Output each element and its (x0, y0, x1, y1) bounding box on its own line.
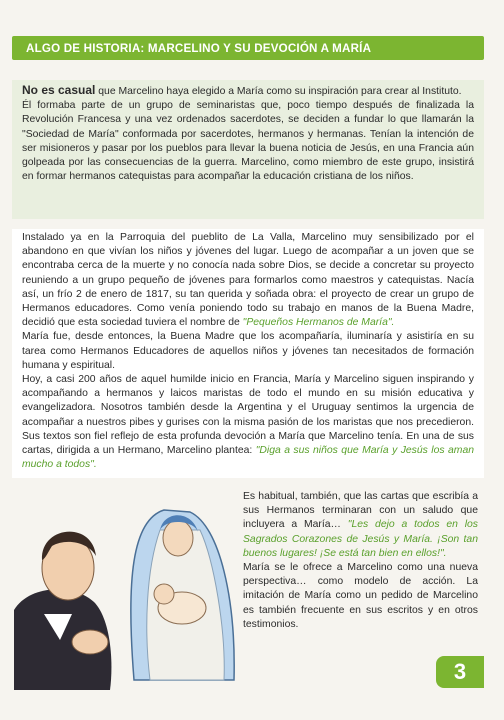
body-paragraph-1-quote: "Pequeños Hermanos de María". (242, 317, 395, 329)
body-paragraph-3-text: Hoy, a casi 200 años de aquel humilde inicio en Francia, María y Marcelino siguen inspirando y acompañando a hermanos y laicos maristas de todo el mundo en su misión educativa y evangelizadora. Nosotros también desde la Argentina y el Uruguay sentimos la urgencia de acompañar a nuestros pibes y gurises con la misma pasión de los maristas que nos precedieron. Sus textos son fiel reflejo de esta profunda devoción a María que Marcelino tenía. En una de sus cartas, dirigida a un Hermano, Marcelino plantea: (22, 374, 474, 457)
body-paragraph-1 (22, 231, 474, 330)
body-paragraph-2: María fue, desde entonces, la Buena Madre que los acompañaría, iluminaría y asistiría en su tarea como Hermanos Educadores de aquellos niños y jóvenes tan necesitados de formación humana y espiritual. (22, 331, 474, 371)
side-paragraph-1-quote: "Les dejo a todos en los Sagrados Corazones de Jesús y María. ¡Son tan buenos lugares! ¡Se está tan bien en ellos!". (243, 519, 478, 559)
intro-paragraph-2: Él formaba parte de un grupo de seminaristas que, poco tiempo después de finalizada la Revolución Francesa y una vez ordenados sacerdotes, se deciden a fundar lo que llamarán la "Sociedad de María" conformada por sacerdotes, hermanos y hermanas. Tenían la intención de ser misioneros y pasar por los pueblos para llevar la buena noticia de Jesús, en una Francia aún golpeada por las consecuencias de la guerra. Marcelino, como miembro de este grupo, insistirá en formar hermanos catequistas para acompañar la educación cristiana de los niños. (22, 100, 474, 183)
intro-paragraph-1-text: que Marcelino haya elegido a María como su inspiración para crear al Instituto. (95, 86, 462, 97)
body-paragraph-3-quote: "Diga a sus niños que María y Jesús los aman mucho a todos". (22, 445, 474, 471)
section-title: ALGO DE HISTORIA: MARCELINO Y SU DEVOCIÓN A MARÍA (26, 41, 372, 55)
side-column (243, 490, 478, 632)
body-section (12, 229, 484, 478)
side-paragraph-1-text: Es habitual, también, que las cartas que escribía a sus Hermanos terminaran con un saludo que incluyera a María… (243, 491, 478, 531)
intro-lead: No es casual (22, 83, 96, 97)
page-number: 3 (453, 659, 467, 684)
section-header (12, 36, 484, 60)
page-number-badge (436, 656, 484, 688)
body-paragraph-3 (22, 373, 474, 472)
side-paragraph-1 (243, 490, 478, 561)
marcelino-maria-illustration (14, 490, 238, 690)
intro-paragraph-1 (22, 83, 474, 99)
side-paragraph-2: María se le ofrece a Marcelino como una nueva perspectiva… como modelo de acción. La imitación de María como un pedido de Marcelino es también frecuente en sus escritos y en otros testimonios. (243, 562, 478, 630)
body-paragraph-1-text: Instalado ya en la Parroquia del pueblito de La Valla, Marcelino muy sensibilizado por el abandono en que vivían los niños y jóvenes del lugar. Luego de acompañar a un joven que se encontraba cerca de la muerte y no conocía nada sobre Dios, se decide a concretar su proyecto reuniendo a un grupo pequeño de jóvenes para formarlos como maestros y catequistas. Nacía así, un frío 2 de enero de 1817, su tan querida y soñada obra: el proyecto de crear un grupo de Hermanos educadores. Como venía poniendo todo su trabajo en manos de la Buena Madre, decidió que esta sociedad tuviera el nombre de (22, 232, 474, 329)
intro-box (12, 80, 484, 219)
